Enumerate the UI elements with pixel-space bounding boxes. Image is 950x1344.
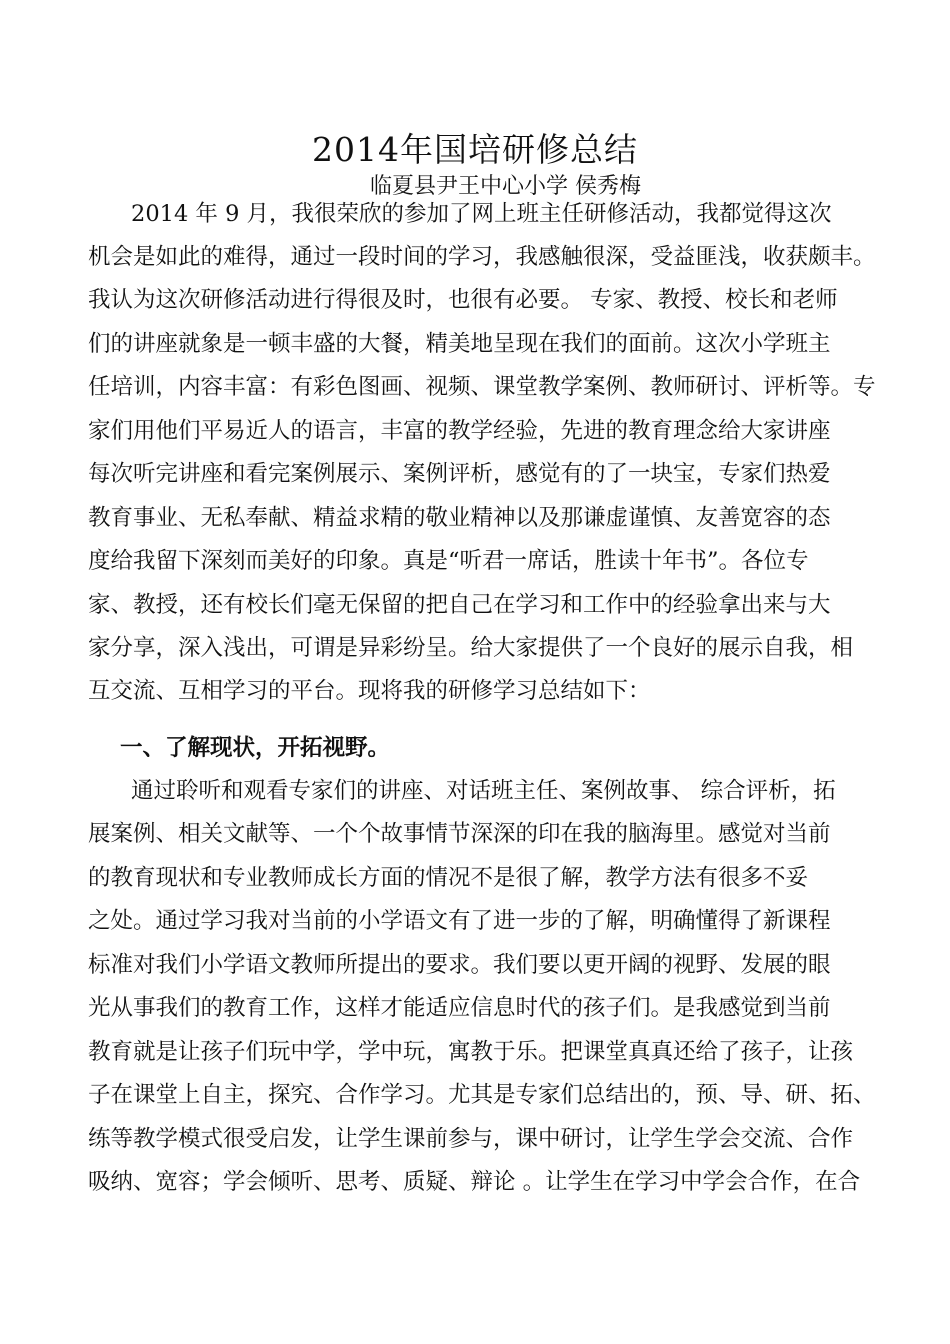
paragraph-line: 我认为这次研修活动进行得很及时，也很有必要。 专家、教授、校长和老师 [88, 287, 838, 313]
paragraph-line: 互交流、互相学习的平台。现将我的研修学习总结如下： [88, 678, 651, 704]
paragraph-line: 家、教授，还有校长们毫无保留的把自己在学习和工作中的经验拿出来与大 [88, 592, 831, 618]
paragraph-line: 教育事业、无私奉献、精益求精的敬业精神以及那谦虚谨慎、友善宽容的态 [88, 505, 831, 531]
paragraph-line: 展案例、相关文献等、一个个故事情节深深的印在我的脑海里。感觉对当前 [88, 821, 831, 847]
paragraph-line: 标准对我们小学语文教师所提出的要求。我们要以更开阔的视野、发展的眼 [88, 952, 831, 978]
paragraph-line: 通过聆听和观看专家们的讲座、对话班主任、案例故事、 综合评析，拓 [131, 778, 836, 804]
paragraph-line: 机会是如此的难得，通过一段时间的学习，我感触很深，受益匪浅，收获颇丰。 [88, 244, 876, 270]
paragraph-line: 教育就是让孩子们玩中学，学中玩，寓教于乐。把课堂真真还给了孩子，让孩 [88, 1039, 854, 1065]
document-title: 2014年国培研修总结 [312, 130, 638, 169]
paragraph-line: 任培训，内容丰富：有彩色图画、视频、课堂教学案例、教师研讨、评析等。专 [88, 374, 876, 400]
paragraph-line: 之处。通过学习我对当前的小学语文有了进一步的了解，明确懂得了新课程 [88, 908, 831, 934]
paragraph-line: 的教育现状和专业教师成长方面的情况不是很了解，教学方法有很多不妥 [88, 865, 809, 891]
paragraph-line: 度给我留下深刻而美好的印象。真是“听君一席话，胜读十年书”。各位专 [88, 548, 809, 574]
paragraph-line: 家分享，深入浅出，可谓是异彩纷呈。给大家提供了一个良好的展示自我，相 [88, 635, 854, 661]
paragraph-line: 家们用他们平易近人的语言，丰富的教学经验，先进的教育理念给大家讲座 [88, 418, 831, 444]
paragraph-line: 每次听完讲座和看完案例展示、案例评析，感觉有的了一块宝，专家们热爱 [88, 461, 831, 487]
paragraph-line: 光从事我们的教育工作，这样才能适应信息时代的孩子们。是我感觉到当前 [88, 995, 831, 1021]
paragraph-line: 吸纳、宽容；学会倾听、思考、质疑、辩论 。让学生在学习中学会合作，在合 [88, 1169, 861, 1195]
paragraph-line: 子在课堂上自主，探究、合作学习。尤其是专家们总结出的，预、导、研、拓、 [88, 1082, 876, 1108]
paragraph-line: 练等教学模式很受启发，让学生课前参与，课中研讨，让学生学会交流、合作 [88, 1126, 854, 1152]
document-author: 临夏县尹王中心小学 侯秀梅 [370, 174, 641, 199]
paragraph-line: 们的讲座就象是一顿丰盛的大餐，精美地呈现在我们的面前。这次小学班主 [88, 331, 831, 357]
paragraph-line: 2014 年 9 月，我很荣欣的参加了网上班主任研修活动，我都觉得这次 [131, 201, 832, 227]
section-heading: 一、了解现状，开拓视野。 [120, 735, 391, 761]
